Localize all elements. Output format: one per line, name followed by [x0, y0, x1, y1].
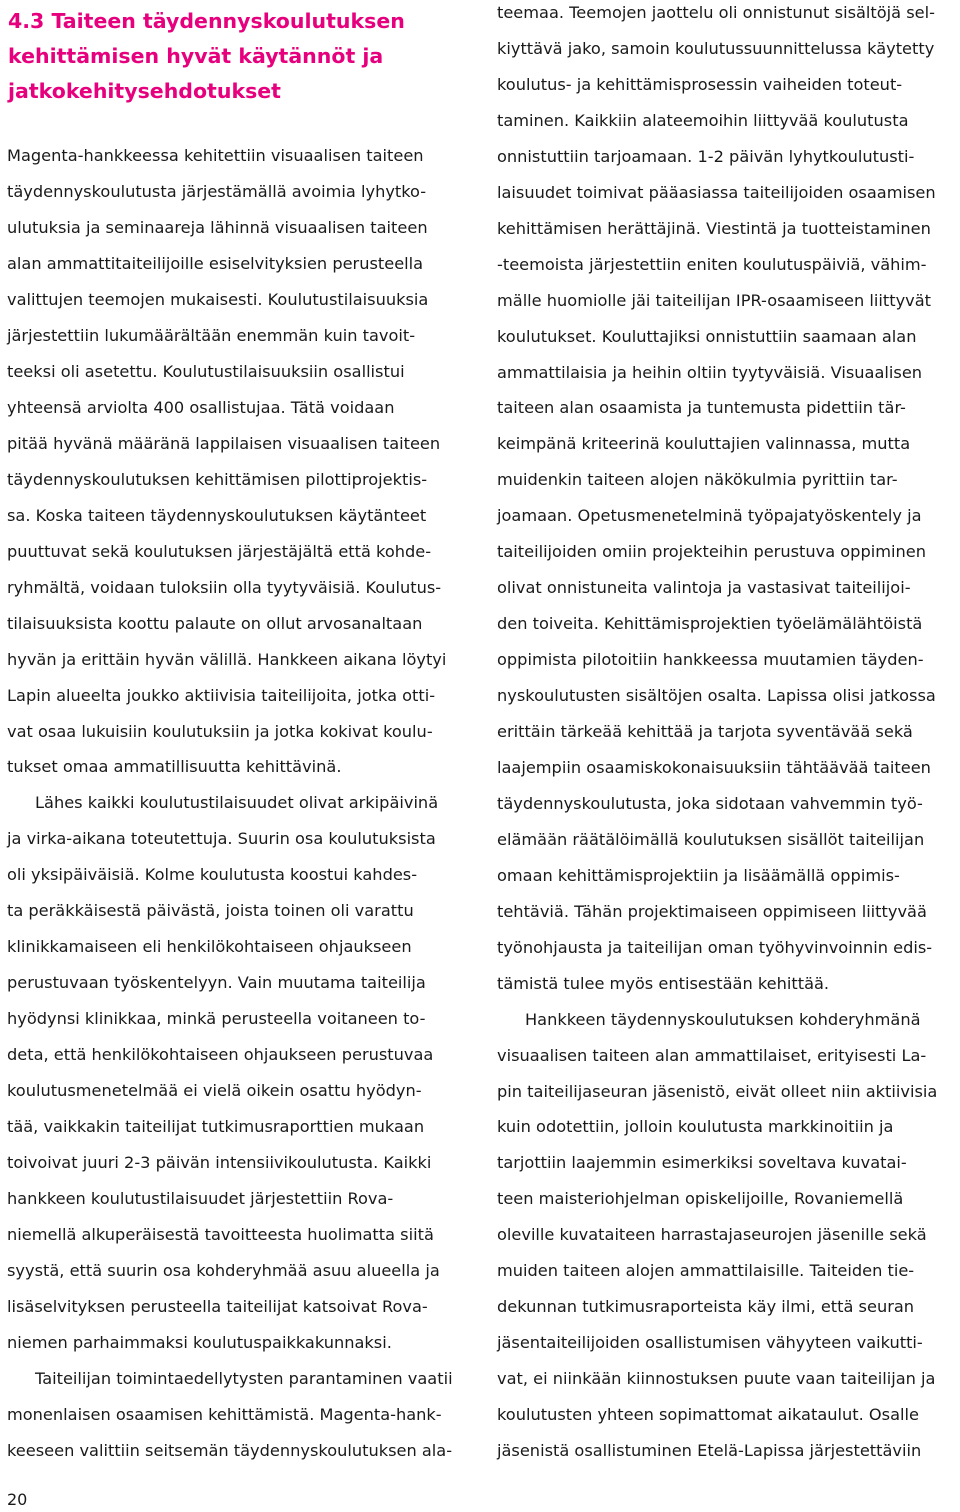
- text-line: onnistuttiin tarjoamaan. 1-2 päivän lyhytkoulutusti-: [497, 146, 915, 166]
- text-line: sa. Koska taiteen täydennyskoulutuksen käytänteet: [7, 505, 427, 525]
- text-line: tää, vaikkakin taiteilijat tutkimusraporttien mukaan: [7, 1117, 425, 1137]
- text-line: taiteen alan osaamista ja tuntemusta pidettiin tär-: [497, 398, 906, 418]
- text-line: tämistä tulee myös entisestään kehittää.: [497, 973, 830, 993]
- text-line: laajempiin osaamiskokonaisuuksiin tähtäävää taiteen: [497, 757, 931, 777]
- text-line: olivat onnistuneita valintoja ja vastasivat taiteilijoi-: [497, 578, 911, 598]
- text-line: deta, että henkilökohtaiseen ohjaukseen perustuvaa: [7, 1045, 434, 1065]
- text-line: oppimista pilotoitiin hankkeessa muutamien täyden-: [497, 650, 924, 670]
- text-line: nyskoulutusten sisältöjen osalta. Lapissa olisi jatkossa: [497, 686, 936, 706]
- text-line: laisuudet toimivat pääasiassa taiteilijoiden osaamisen: [497, 182, 936, 202]
- text-line: ja virka-aikana toteutettuja. Suurin osa koulutuksista: [7, 829, 436, 849]
- text-line: Taiteilijan toimintaedellytysten parantaminen vaatii: [35, 1368, 453, 1388]
- text-line: muiden taiteen alojen ammattilaisille. Taiteiden tie-: [497, 1261, 915, 1281]
- text-line: alan ammattitaiteilijoille esiselvityksien perusteella: [7, 253, 424, 273]
- text-line: monenlaisen osaamisen kehittämistä. Magenta-hank-: [7, 1404, 442, 1424]
- text-line: taminen. Kaikkiin alateemoihin liittyvää koulutusta: [497, 110, 909, 130]
- section-title-line: jatkokehitysehdotukset: [8, 79, 281, 103]
- text-line: tarjottiin laajemmin esimerkiksi soveltava kuvatai-: [497, 1153, 907, 1173]
- text-line: omaan kehittämisprojektiin ja lisäämällä oppimis-: [497, 865, 900, 885]
- text-line: dekunnan tutkimusraporteista käy ilmi, että seuran: [497, 1297, 915, 1317]
- text-line: puuttuvat sekä koulutuksen järjestäjältä että kohde-: [7, 541, 432, 561]
- text-line: tukset omaa ammatillisuutta kehittävinä.: [7, 757, 342, 777]
- text-line: kehittämisen herättäjinä. Viestintä ja tuotteistaminen: [497, 218, 931, 238]
- text-line: kuin odotettiin, jolloin koulutusta markkinoitiin ja: [497, 1117, 894, 1137]
- text-line: koulutus- ja kehittämisprosessin vaiheiden toteut-: [497, 74, 903, 94]
- text-line: täydennyskoulutuksen kehittämisen pilottiprojektis-: [7, 469, 428, 489]
- text-line: Hankkeen täydennyskoulutuksen kohderyhmänä: [525, 1009, 921, 1029]
- text-line: Lähes kaikki koulutustilaisuudet olivat arkipäivinä: [35, 793, 439, 813]
- text-line: klinikkamaiseen eli henkilökohtaiseen ohjaukseen: [7, 937, 412, 957]
- text-line: hyödynsi klinikkaa, minkä perusteella voitaneen to-: [7, 1009, 426, 1029]
- text-line: jäsentaiteilijoiden osallistumisen vähyyteen vaikutti-: [497, 1333, 923, 1353]
- text-line: hyvän ja erittäin hyvän välillä. Hankkeen aikana löytyi: [7, 649, 447, 669]
- text-line: lisäselvityksen perusteella taiteilijat katsoivat Rova-: [7, 1297, 428, 1317]
- text-line: ryhmältä, voidaan tuloksiin olla tyytyväisiä. Koulutus-: [7, 577, 442, 597]
- text-line: koulutusten yhteen sopimattomat aikataulut. Osalle: [497, 1405, 919, 1425]
- text-line: pitää hyvänä määränä lappilaisen visuaalisen taiteen: [7, 433, 441, 453]
- page-number: 20: [7, 1490, 28, 1509]
- text-line: visuaalisen taiteen alan ammattilaiset, erityisesti La-: [497, 1045, 927, 1065]
- text-line: den toiveita. Kehittämisprojektien työelämälähtöistä: [497, 614, 923, 634]
- text-line: vat osaa lukuisiin koulutuksiin ja jotka kokivat koulu-: [7, 721, 433, 741]
- text-line: joamaan. Opetusmenetelminä työpajatyöskentely ja: [497, 506, 922, 526]
- text-line: niemellä alkuperäisestä tavoitteesta huolimatta siitä: [7, 1225, 434, 1245]
- text-line: tilaisuuksista koottu palaute on ollut arvosanaltaan: [7, 613, 423, 633]
- text-line: elämään räätälöimällä koulutuksen sisällöt taiteilijan: [497, 829, 925, 849]
- text-line: muidenkin taiteen alojen näkökulmia pyrittiin tar-: [497, 470, 898, 490]
- section-heading-line: [8, 4, 448, 39]
- text-line: Magenta-hankkeessa kehitettiin visuaalisen taiteen: [7, 146, 424, 165]
- text-line: täydennyskoulutusta, joka sidotaan vahvemmin työ-: [497, 793, 923, 813]
- text-line: täydennyskoulutusta järjestämällä avoimia lyhytko-: [7, 181, 427, 201]
- text-line: erittäin tärkeää kehittää ja tarjota syventävää sekä: [497, 722, 913, 741]
- text-line: ulutuksia ja seminaareja lähinnä visuaalisen taiteen: [7, 217, 428, 237]
- text-line: koulutusmenetelmää ei vielä oikein osattu hyödyn-: [7, 1081, 422, 1101]
- text-line: keimpänä kriteerinä kouluttajien valinnassa, mutta: [497, 434, 911, 454]
- text-line: oli yksipäiväisiä. Kolme koulutusta koostui kahdes-: [7, 865, 418, 885]
- text-line: kiyttävä jako, samoin koulutussuunnittelussa käytetty: [497, 38, 935, 58]
- text-line: ammattilaisia ja heihin oltiin tyytyväisiä. Visuaalisen: [497, 362, 923, 382]
- text-line: yhteensä arviolta 400 osallistujaa. Tätä voidaan: [7, 397, 395, 417]
- text-line: ta peräkkäisestä päivästä, joista toinen oli varattu: [7, 901, 414, 921]
- text-line: järjestettiin lukumäärältään enemmän kuin tavoit-: [7, 325, 416, 345]
- section-heading: [8, 4, 448, 109]
- text-line: vat, ei niinkään kiinnostuksen puute vaan taiteilijan ja: [497, 1369, 936, 1389]
- text-line: teen maisteriohjelman opiskelijoille, Rovaniemellä: [497, 1189, 904, 1209]
- text-line: syystä, että suurin osa kohderyhmää asuu alueella ja: [7, 1261, 440, 1281]
- text-line: tehtäviä. Tähän projektimaiseen oppimiseen liittyvää: [497, 901, 927, 921]
- text-line: työnohjausta ja taiteilijan oman työhyvinvoinnin edis-: [497, 937, 933, 957]
- text-line: perustuvaan työskentelyyn. Vain muutama taiteilija: [7, 973, 426, 993]
- text-line: taiteilijoiden omiin projekteihin perustuva oppiminen: [497, 542, 926, 562]
- section-title-line: Taiteen täydennyskoulutuksen: [51, 9, 405, 33]
- text-line: pin taiteilijaseuran jäsenistö, eivät olleet niin aktiivisia: [497, 1081, 938, 1101]
- text-line: niemen parhaimmaksi koulutuspaikkakunnaksi.: [7, 1333, 392, 1352]
- text-line: Lapin alueelta joukko aktiivisia taiteilijoita, jotka otti-: [7, 685, 436, 705]
- text-line: mälle huomiolle jäi taiteilijan IPR-osaamiseen liittyvät: [497, 290, 932, 310]
- text-line: -teemoista järjestettiin eniten koulutuspäiviä, vähim-: [497, 254, 927, 274]
- text-line: hankkeen koulutustilaisuudet järjestettiin Rova-: [7, 1189, 394, 1209]
- text-line: jäsenistä osallistuminen Etelä-Lapissa järjestettäviin: [497, 1441, 922, 1460]
- text-line: keeseen valittiin seitsemän täydennyskoulutuksen ala-: [7, 1440, 453, 1460]
- text-line: teeksi oli asetettu. Koulutustilaisuuksiin osallistui: [7, 361, 405, 381]
- text-line: toivoivat juuri 2-3 päivän intensiivikoulutusta. Kaikki: [7, 1153, 432, 1173]
- text-line: valittujen teemojen mukaisesti. Koulutustilaisuuksia: [7, 289, 429, 309]
- section-title-line: kehittämisen hyvät käytännöt ja: [8, 44, 384, 68]
- text-line: koulutukset. Kouluttajiksi onnistuttiin saamaan alan: [497, 326, 917, 346]
- text-line: oleville kuvataiteen harrastajaseurojen jäsenille sekä: [497, 1225, 927, 1245]
- text-line: teemaa. Teemojen jaottelu oli onnistunut sisältöjä sel-: [497, 3, 935, 22]
- section-number: 4.3: [8, 9, 45, 33]
